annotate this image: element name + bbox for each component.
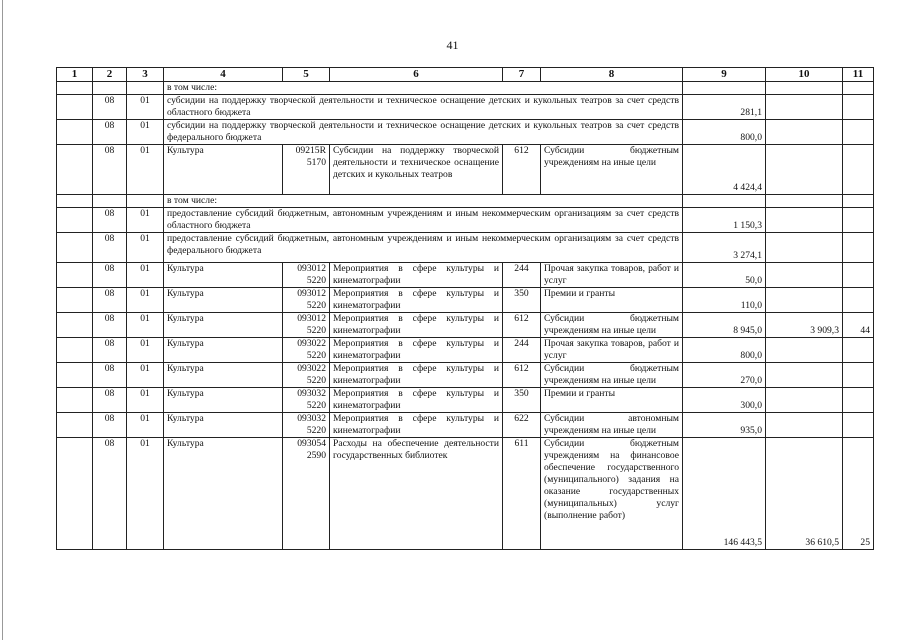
cell-empty <box>57 145 93 195</box>
page-number: 41 <box>446 38 459 52</box>
percent-cell: 44 <box>843 313 874 338</box>
amount-cell-2 <box>766 413 843 438</box>
table-row <box>57 82 874 95</box>
percent-cell <box>843 208 874 233</box>
section-code: 08 <box>93 263 127 288</box>
cell-empty <box>57 120 93 145</box>
expense-type-name: Субсидии бюджетным учреждениям на иные цели <box>541 363 683 388</box>
section-code: 08 <box>93 208 127 233</box>
expense-type-code: 611 <box>503 438 541 550</box>
amount-cell: 4 424,4 <box>683 145 766 195</box>
table-row <box>57 145 874 195</box>
column-header: 5 <box>283 68 330 82</box>
amount-cell: 300,0 <box>683 388 766 413</box>
percent-cell <box>843 233 874 263</box>
amount-cell-2: 3 909,3 <box>766 313 843 338</box>
table-row <box>57 388 874 413</box>
percent-cell <box>843 413 874 438</box>
column-header: 2 <box>93 68 127 82</box>
target-article-code: 09215R 5170 <box>283 145 330 195</box>
table-row <box>57 363 874 388</box>
table-row <box>57 95 874 120</box>
percent-cell <box>843 263 874 288</box>
table-row <box>57 338 874 363</box>
section-code: 08 <box>93 338 127 363</box>
expense-type-code: 612 <box>503 145 541 195</box>
percent-cell <box>843 388 874 413</box>
expense-type-code: 244 <box>503 338 541 363</box>
expense-type-code: 612 <box>503 313 541 338</box>
table-row <box>57 413 874 438</box>
amount-cell: 270,0 <box>683 363 766 388</box>
amount-cell: 110,0 <box>683 288 766 313</box>
subsection-code: 01 <box>127 233 164 263</box>
expense-type-code: 350 <box>503 388 541 413</box>
subsection-code: 01 <box>127 120 164 145</box>
section-code: 08 <box>93 413 127 438</box>
amount-cell-2 <box>766 120 843 145</box>
target-article-code: 093032 5220 <box>283 413 330 438</box>
amount-cell: 50,0 <box>683 263 766 288</box>
cell-empty <box>57 313 93 338</box>
target-article-code: 093012 5220 <box>283 263 330 288</box>
percent-cell <box>843 145 874 195</box>
amount-cell-2 <box>766 145 843 195</box>
section-code: 08 <box>93 438 127 550</box>
subsection-code: 01 <box>127 338 164 363</box>
cell-empty <box>766 195 843 208</box>
cell-empty <box>766 82 843 95</box>
column-header: 9 <box>683 68 766 82</box>
column-header: 8 <box>541 68 683 82</box>
section-name: Культура <box>164 413 283 438</box>
subsection-code: 01 <box>127 263 164 288</box>
expense-type-name: Прочая закупка товаров, работ и услуг <box>541 338 683 363</box>
section-code: 08 <box>93 388 127 413</box>
section-code: 08 <box>93 120 127 145</box>
cell-empty <box>57 233 93 263</box>
expense-type-name: Субсидии автономным учреждениям на иные цели <box>541 413 683 438</box>
percent-cell: 25 <box>843 438 874 550</box>
amount-cell: 146 443,5 <box>683 438 766 550</box>
subtotal-label: в том числе: <box>164 195 683 208</box>
section-name: Культура <box>164 363 283 388</box>
cell-empty <box>127 82 164 95</box>
amount-cell-2 <box>766 338 843 363</box>
cell-empty <box>57 82 93 95</box>
section-name: Культура <box>164 263 283 288</box>
cell-empty <box>843 195 874 208</box>
expense-type-code: 244 <box>503 263 541 288</box>
table-row <box>57 438 874 550</box>
amount-cell: 1 150,3 <box>683 208 766 233</box>
column-header: 4 <box>164 68 283 82</box>
expense-type-name: Премии и гранты <box>541 388 683 413</box>
expense-type-code: 622 <box>503 413 541 438</box>
section-code: 08 <box>93 95 127 120</box>
section-code: 08 <box>93 363 127 388</box>
funding-source-text: предоставление субсидий бюджетным, автономным учреждениям и иным некоммерческим организациям за счет средств областного бюджета <box>164 208 683 233</box>
cell-empty <box>683 195 766 208</box>
amount-cell-2 <box>766 263 843 288</box>
section-name: Культура <box>164 288 283 313</box>
percent-cell <box>843 363 874 388</box>
table-row <box>57 233 874 263</box>
cell-empty <box>57 388 93 413</box>
target-article-code: 093022 5220 <box>283 363 330 388</box>
cell-empty <box>57 288 93 313</box>
column-header: 11 <box>843 68 874 82</box>
section-name: Культура <box>164 145 283 195</box>
table-row <box>57 313 874 338</box>
funding-source-text: субсидии на поддержку творческой деятельности и техническое оснащение детских и кукольных театров за счет средств федерального бюджета <box>164 120 683 145</box>
amount-cell: 800,0 <box>683 338 766 363</box>
percent-cell <box>843 288 874 313</box>
amount-cell-2 <box>766 388 843 413</box>
subsection-code: 01 <box>127 288 164 313</box>
subsection-code: 01 <box>127 363 164 388</box>
amount-cell: 281,1 <box>683 95 766 120</box>
table-row <box>57 288 874 313</box>
cell-empty <box>57 413 93 438</box>
cell-empty <box>57 95 93 120</box>
subsection-code: 01 <box>127 95 164 120</box>
expense-type-name: Премии и гранты <box>541 288 683 313</box>
section-code: 08 <box>93 288 127 313</box>
target-article-code: 093032 5220 <box>283 388 330 413</box>
subsection-code: 01 <box>127 145 164 195</box>
amount-cell: 8 945,0 <box>683 313 766 338</box>
column-header: 6 <box>330 68 503 82</box>
target-article-name: Субсидии на поддержку творческой деятельности и техническое оснащение детских и кукольных театров <box>330 145 503 195</box>
target-article-name: Мероприятия в сфере культуры и кинематографии <box>330 388 503 413</box>
target-article-code: 093012 5220 <box>283 288 330 313</box>
table-row <box>57 263 874 288</box>
funding-source-text: предоставление субсидий бюджетным, автономным учреждениям и иным некоммерческим организациям за счет средств федерального бюджета <box>164 233 683 263</box>
table-header-row <box>57 68 874 82</box>
subtotal-label: в том числе: <box>164 82 683 95</box>
target-article-name: Мероприятия в сфере культуры и кинематографии <box>330 288 503 313</box>
page-edge-rule <box>2 0 3 640</box>
table-row <box>57 120 874 145</box>
expense-type-code: 350 <box>503 288 541 313</box>
section-name: Культура <box>164 388 283 413</box>
amount-cell: 935,0 <box>683 413 766 438</box>
target-article-name: Расходы на обеспечение деятельности государственных библиотек <box>330 438 503 550</box>
amount-cell-2 <box>766 95 843 120</box>
column-header: 1 <box>57 68 93 82</box>
cell-empty <box>57 195 93 208</box>
subsection-code: 01 <box>127 208 164 233</box>
subsection-code: 01 <box>127 438 164 550</box>
column-header: 3 <box>127 68 164 82</box>
table-row <box>57 195 874 208</box>
budget-table <box>56 67 874 550</box>
table-row <box>57 208 874 233</box>
amount-cell-2 <box>766 208 843 233</box>
section-code: 08 <box>93 313 127 338</box>
cell-empty <box>57 338 93 363</box>
expense-type-name: Субсидии бюджетным учреждениям на иные цели <box>541 145 683 195</box>
cell-empty <box>57 363 93 388</box>
amount-cell-2 <box>766 363 843 388</box>
cell-empty <box>57 263 93 288</box>
amount-cell: 800,0 <box>683 120 766 145</box>
target-article-code: 093022 5220 <box>283 338 330 363</box>
target-article-name: Мероприятия в сфере культуры и кинематографии <box>330 413 503 438</box>
amount-cell: 3 274,1 <box>683 233 766 263</box>
cell-empty <box>57 438 93 550</box>
cell-empty <box>843 82 874 95</box>
subsection-code: 01 <box>127 413 164 438</box>
target-article-code: 093054 2590 <box>283 438 330 550</box>
column-header: 7 <box>503 68 541 82</box>
expense-type-name: Прочая закупка товаров, работ и услуг <box>541 263 683 288</box>
section-code: 08 <box>93 233 127 263</box>
expense-type-code: 612 <box>503 363 541 388</box>
target-article-name: Мероприятия в сфере культуры и кинематографии <box>330 338 503 363</box>
amount-cell-2: 36 610,5 <box>766 438 843 550</box>
section-code: 08 <box>93 145 127 195</box>
section-name: Культура <box>164 338 283 363</box>
subsection-code: 01 <box>127 313 164 338</box>
cell-empty <box>127 195 164 208</box>
percent-cell <box>843 338 874 363</box>
column-header: 10 <box>766 68 843 82</box>
subsection-code: 01 <box>127 388 164 413</box>
cell-empty <box>57 208 93 233</box>
expense-type-name: Субсидии бюджетным учреждениям на иные цели <box>541 313 683 338</box>
target-article-name: Мероприятия в сфере культуры и кинематографии <box>330 363 503 388</box>
section-name: Культура <box>164 438 283 550</box>
percent-cell <box>843 95 874 120</box>
target-article-name: Мероприятия в сфере культуры и кинематографии <box>330 313 503 338</box>
amount-cell-2 <box>766 288 843 313</box>
cell-empty <box>93 82 127 95</box>
expense-type-name: Субсидии бюджетным учреждениям на финансовое обеспечение государственного (муниципального) задания на оказание государственных (муниципальных) услуг (выполнение работ) <box>541 438 683 550</box>
amount-cell-2 <box>766 233 843 263</box>
funding-source-text: субсидии на поддержку творческой деятельности и техническое оснащение детских и кукольных театров за счет средств областного бюджета <box>164 95 683 120</box>
percent-cell <box>843 120 874 145</box>
cell-empty <box>683 82 766 95</box>
section-name: Культура <box>164 313 283 338</box>
target-article-name: Мероприятия в сфере культуры и кинематографии <box>330 263 503 288</box>
cell-empty <box>93 195 127 208</box>
target-article-code: 093012 5220 <box>283 313 330 338</box>
